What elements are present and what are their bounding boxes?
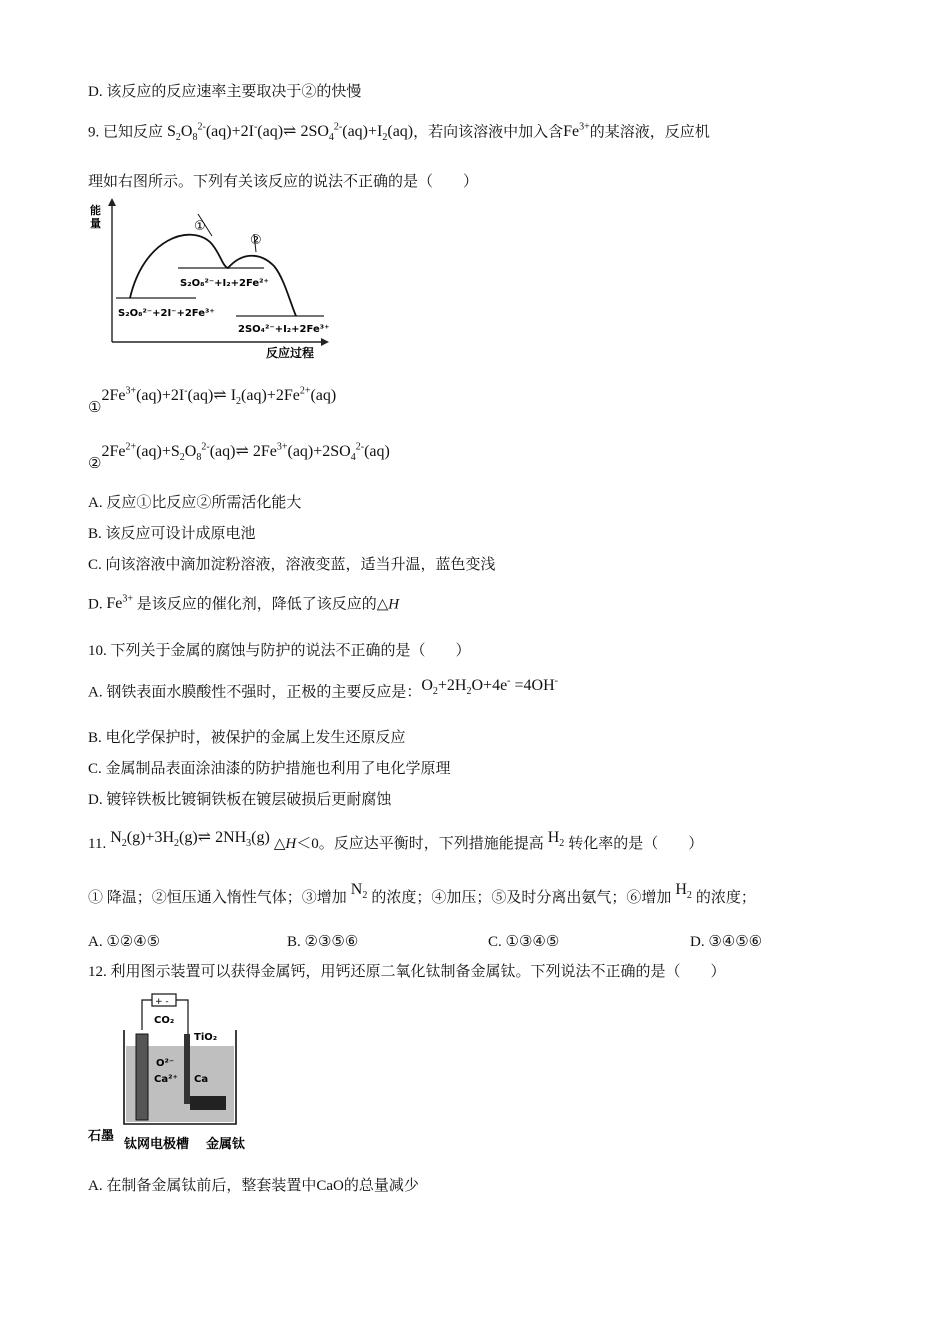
ca-label: Ca	[194, 1074, 209, 1085]
q11-number: 11.	[88, 836, 107, 852]
step1-number: ①	[88, 400, 102, 417]
peak2-label: ②	[250, 233, 262, 248]
q9-mid: ，若向该溶液中加入含	[413, 124, 564, 141]
q11-n2: $N_2$	[346, 881, 368, 902]
q10-option-b: B. 电化学保护时，被保护的金属上发生还原反应	[88, 730, 406, 746]
step2-number: ②	[88, 456, 102, 473]
graphite-electrode	[136, 1034, 148, 1120]
titanium-metal-label: 金属钛	[206, 1137, 246, 1152]
q9-step2	[88, 438, 390, 473]
tio2-label: TiO₂	[194, 1032, 218, 1043]
state-final-label: 2SO₄²⁻+I₂+2Fe³⁺	[238, 324, 330, 335]
q9-energy-diagram	[86, 194, 336, 362]
peak1-label: ①	[194, 219, 206, 234]
q11-option-a: A. ①②④⑤	[88, 934, 161, 950]
q9-step1	[88, 382, 337, 417]
q11-measures-c: 的浓度；	[695, 890, 756, 906]
x-axis-arrow	[321, 338, 329, 346]
q9-option-b: B. 该反应可设计成原电池	[88, 526, 256, 542]
q11-stem	[88, 828, 703, 854]
q9-lead: 9. 已知反应	[88, 124, 164, 141]
q12-apparatus-diagram	[86, 990, 276, 1152]
co2-label: CO₂	[154, 1015, 175, 1026]
wire-right	[176, 1000, 188, 1034]
q10-option-c: C. 金属制品表面涂油漆的防护措施也利用了电化学原理	[88, 761, 451, 777]
state-intermediate-label: S₂O₈²⁻+I₂+2Fe²⁺	[180, 278, 269, 289]
q11-measures	[88, 880, 756, 906]
q9-option-d	[88, 590, 399, 614]
o2-ion-label: O²⁻	[156, 1058, 175, 1069]
q9-tail: 的某溶液，反应机	[589, 124, 710, 141]
q10-option-a-text: A. 钢铁表面水膜酸性不强时，正极的主要反应是：	[88, 684, 422, 701]
y-axis-label-1: 能	[90, 204, 101, 217]
q11-h2-b: $H_2$	[671, 881, 692, 902]
power-source-sign: + -	[155, 997, 169, 1007]
step2-equation: $2Fe^{2+}(aq)+S_2O_8^{2-}(aq)\rightleftharpoons$ $2Fe^{3+}(aq)+2SO_4^{2-}(aq)$	[101, 442, 390, 464]
titanium-mesh-lead	[184, 1034, 190, 1104]
titanium-mesh-label: 钛网电极槽	[124, 1137, 190, 1152]
q10-option-a	[88, 678, 558, 709]
q11-option-b: B. ②③⑤⑥	[287, 934, 359, 950]
titanium-metal-block	[190, 1096, 226, 1110]
graphite-label: 石墨	[88, 1129, 115, 1144]
q9-stem-line2: 理如右图所示。下列有关该反应的说法不正确的是（ ）	[88, 174, 479, 190]
q11-tail: 转化率的是（ ）	[568, 836, 704, 852]
energy-curve	[130, 235, 296, 316]
q9-option-c: C. 向该溶液中滴加淀粉溶液，溶液变蓝，适当升温，蓝色变浅	[88, 557, 496, 573]
q8-option-d: D. 该反应的反应速率主要取决于②的快慢	[88, 84, 362, 100]
y-axis-label-2: 量	[90, 217, 101, 230]
q11-measures-b: 的浓度；④加压；⑤及时分离出氨气；⑥增加	[371, 890, 672, 906]
q11-dh: △H＜0。反应达平衡时，下列措施能提高	[273, 836, 544, 852]
q10-option-a-equation: $O_2+2H_2O+4e^- =4OH^-$	[421, 676, 558, 698]
state-initial-label: S₂O₈²⁻+2I⁻+2Fe³⁺	[118, 308, 215, 319]
q11-option-c: C. ①③④⑤	[488, 934, 560, 950]
q9-equation: $S_2O_8^{2-}(aq)+2I^-(aq)\rightleftharpoons$ $2SO_4^{2-}(aq)+I_2(aq)$	[163, 122, 414, 144]
q9-stem-line1	[88, 118, 710, 149]
q10-option-d: D. 镀锌铁板比镀铜铁板在镀层破损后更耐腐蚀	[88, 792, 392, 808]
x-axis-label: 反应过程	[266, 346, 315, 360]
q9-option-d-prefix: D.	[88, 596, 107, 613]
ca2-ion-label: Ca²⁺	[154, 1074, 178, 1085]
q9-option-d-text: 是该反应的催化剂，降低了该反应的△	[136, 596, 389, 613]
q11-measures-a: ① 降温；②恒压通入惰性气体；③增加	[88, 890, 347, 906]
q10-stem: 10. 下列关于金属的腐蚀与防护的说法不正确的是（ ）	[88, 643, 471, 659]
q9-option-d-h: H	[388, 596, 400, 613]
wire-left	[142, 1000, 152, 1030]
q12-stem: 12. 利用图示装置可以获得金属钙，用钙还原二氧化钛制备金属钛。下列说法不正确的是（ ）	[88, 964, 726, 980]
step1-equation: $2Fe^{3+}(aq)+2I^-(aq)\rightleftharpoons$ $I_2(aq)+2Fe^{2+}(aq)$	[101, 386, 337, 408]
q11-option-d: D. ③④⑤⑥	[690, 934, 763, 950]
q9-option-d-fe: $Fe^{3+}$	[106, 594, 133, 613]
q11-h2: $H_2$	[543, 829, 565, 850]
y-axis-arrow	[108, 198, 116, 206]
q12-option-a: A. 在制备金属钛前后，整套装置中CaO的总量减少	[88, 1178, 419, 1194]
q11-equation: $N_2(g)+3H_2(g)\rightleftharpoons$ $2NH_3(g)$	[106, 829, 274, 850]
q9-option-a: A. 反应①比反应②所需活化能大	[88, 495, 302, 511]
q9-fe-ion: $Fe^{3+}$	[563, 122, 590, 141]
